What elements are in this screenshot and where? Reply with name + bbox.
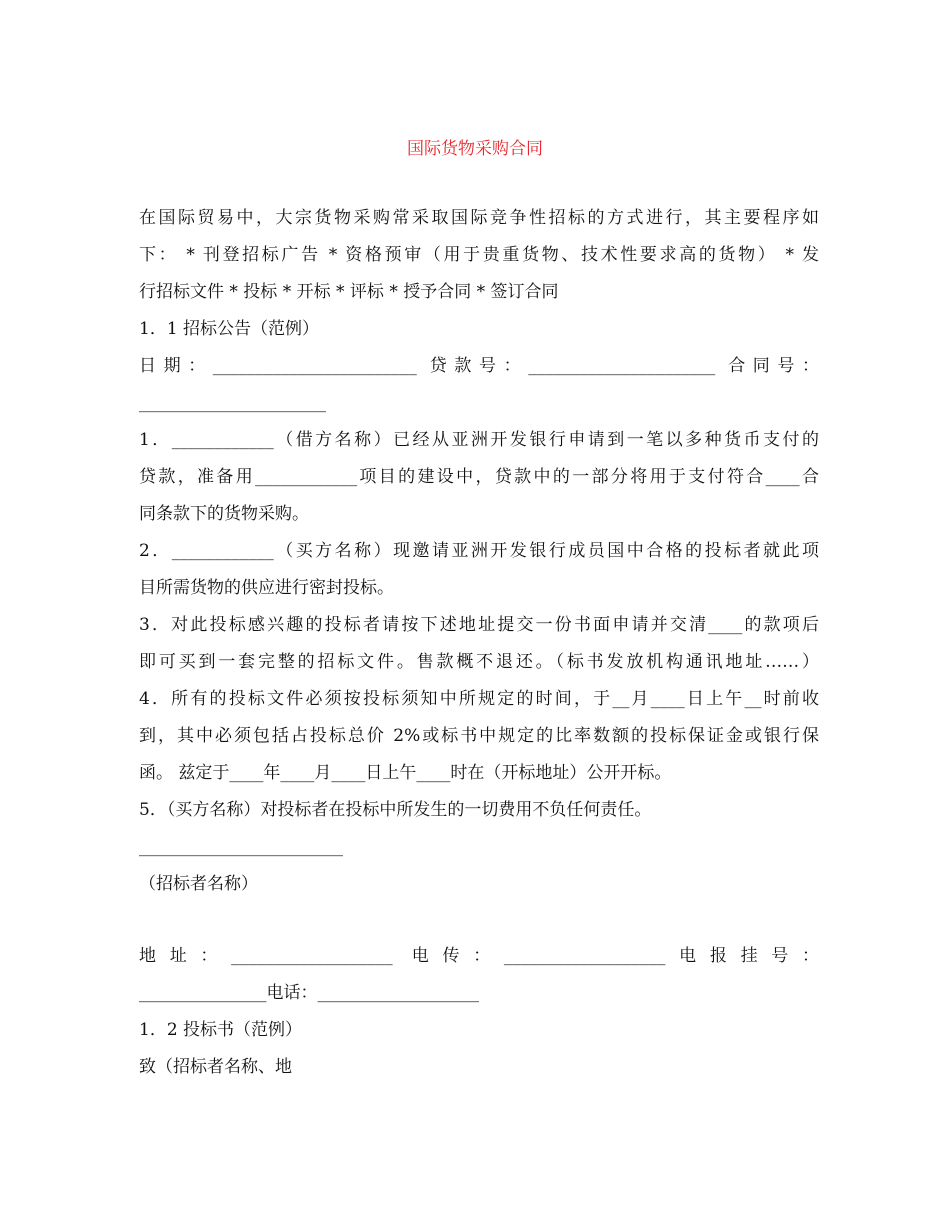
paragraph-line: 致（招标者名称、地 <box>139 1057 292 1077</box>
paragraph-line: 下： * 刊登招标广告 * 资格预审（用于贵重货物、技术性要求高的货物） * 发 <box>139 245 819 265</box>
paragraph-line: 同条款下的货物采购。 <box>139 504 309 524</box>
form-line: 地址：___________________ 电传：___________________电报挂号： <box>139 946 819 966</box>
paragraph-line: 函。 兹定于____年____月____日上午____时在（开标地址）公开开标。 <box>139 763 672 783</box>
paragraph-line: 3．对此投标感兴趣的投标者请按下述地址提交一份书面申请并交清____的款项后 <box>139 615 819 635</box>
paragraph-line: 行招标文件 * 投标 * 开标 * 评标 * 授予合同 * 签订合同 <box>139 282 559 302</box>
document-title: 国际货物采购合同 <box>407 139 543 159</box>
paragraph-line: 1．____________（借方名称）已经从亚洲开发银行申请到一笔以多种货币支付的 <box>139 430 819 450</box>
section-heading: 1．1 招标公告（范例） <box>139 319 320 339</box>
paragraph-line: 5．（买方名称）对投标者在投标中所发生的一切费用不负任何责任。 <box>139 800 652 820</box>
paragraph-line: 即可买到一套完整的招标文件。售款概不退还。（标书发放机构通讯地址……） <box>139 652 819 672</box>
signature-label: （招标者名称） <box>139 874 258 894</box>
paragraph-line: 在国际贸易中，大宗货物采购常采取国际竞争性招标的方式进行，其主要程序如 <box>139 208 819 228</box>
paragraph-line: 4．所有的投标文件必须按投标须知中所规定的时间，于__月____日上午__时前收 <box>139 689 819 709</box>
section-heading: 1．2 投标书（范例） <box>139 1020 303 1040</box>
form-line: _______________电话：___________________ <box>139 983 479 1003</box>
paragraph-line: 目所需货物的供应进行密封投标。 <box>139 578 394 598</box>
paragraph-line: 贷款，准备用____________项目的建设中，贷款中的一部分将用于支付符合____合 <box>139 467 819 487</box>
paragraph-line: 2．____________（买方名称）现邀请亚洲开发银行成员国中合格的投标者就此项 <box>139 541 819 561</box>
form-line: ______________________ <box>139 393 326 413</box>
paragraph-line: 到，其中必须包括占投标总价 2%或标书中规定的比率数额的投标保证金或银行保 <box>139 726 819 746</box>
signature-line: ________________________ <box>139 837 343 857</box>
form-line: 日期：________________________ 贷款号：______________________ 合同号： <box>139 356 819 376</box>
